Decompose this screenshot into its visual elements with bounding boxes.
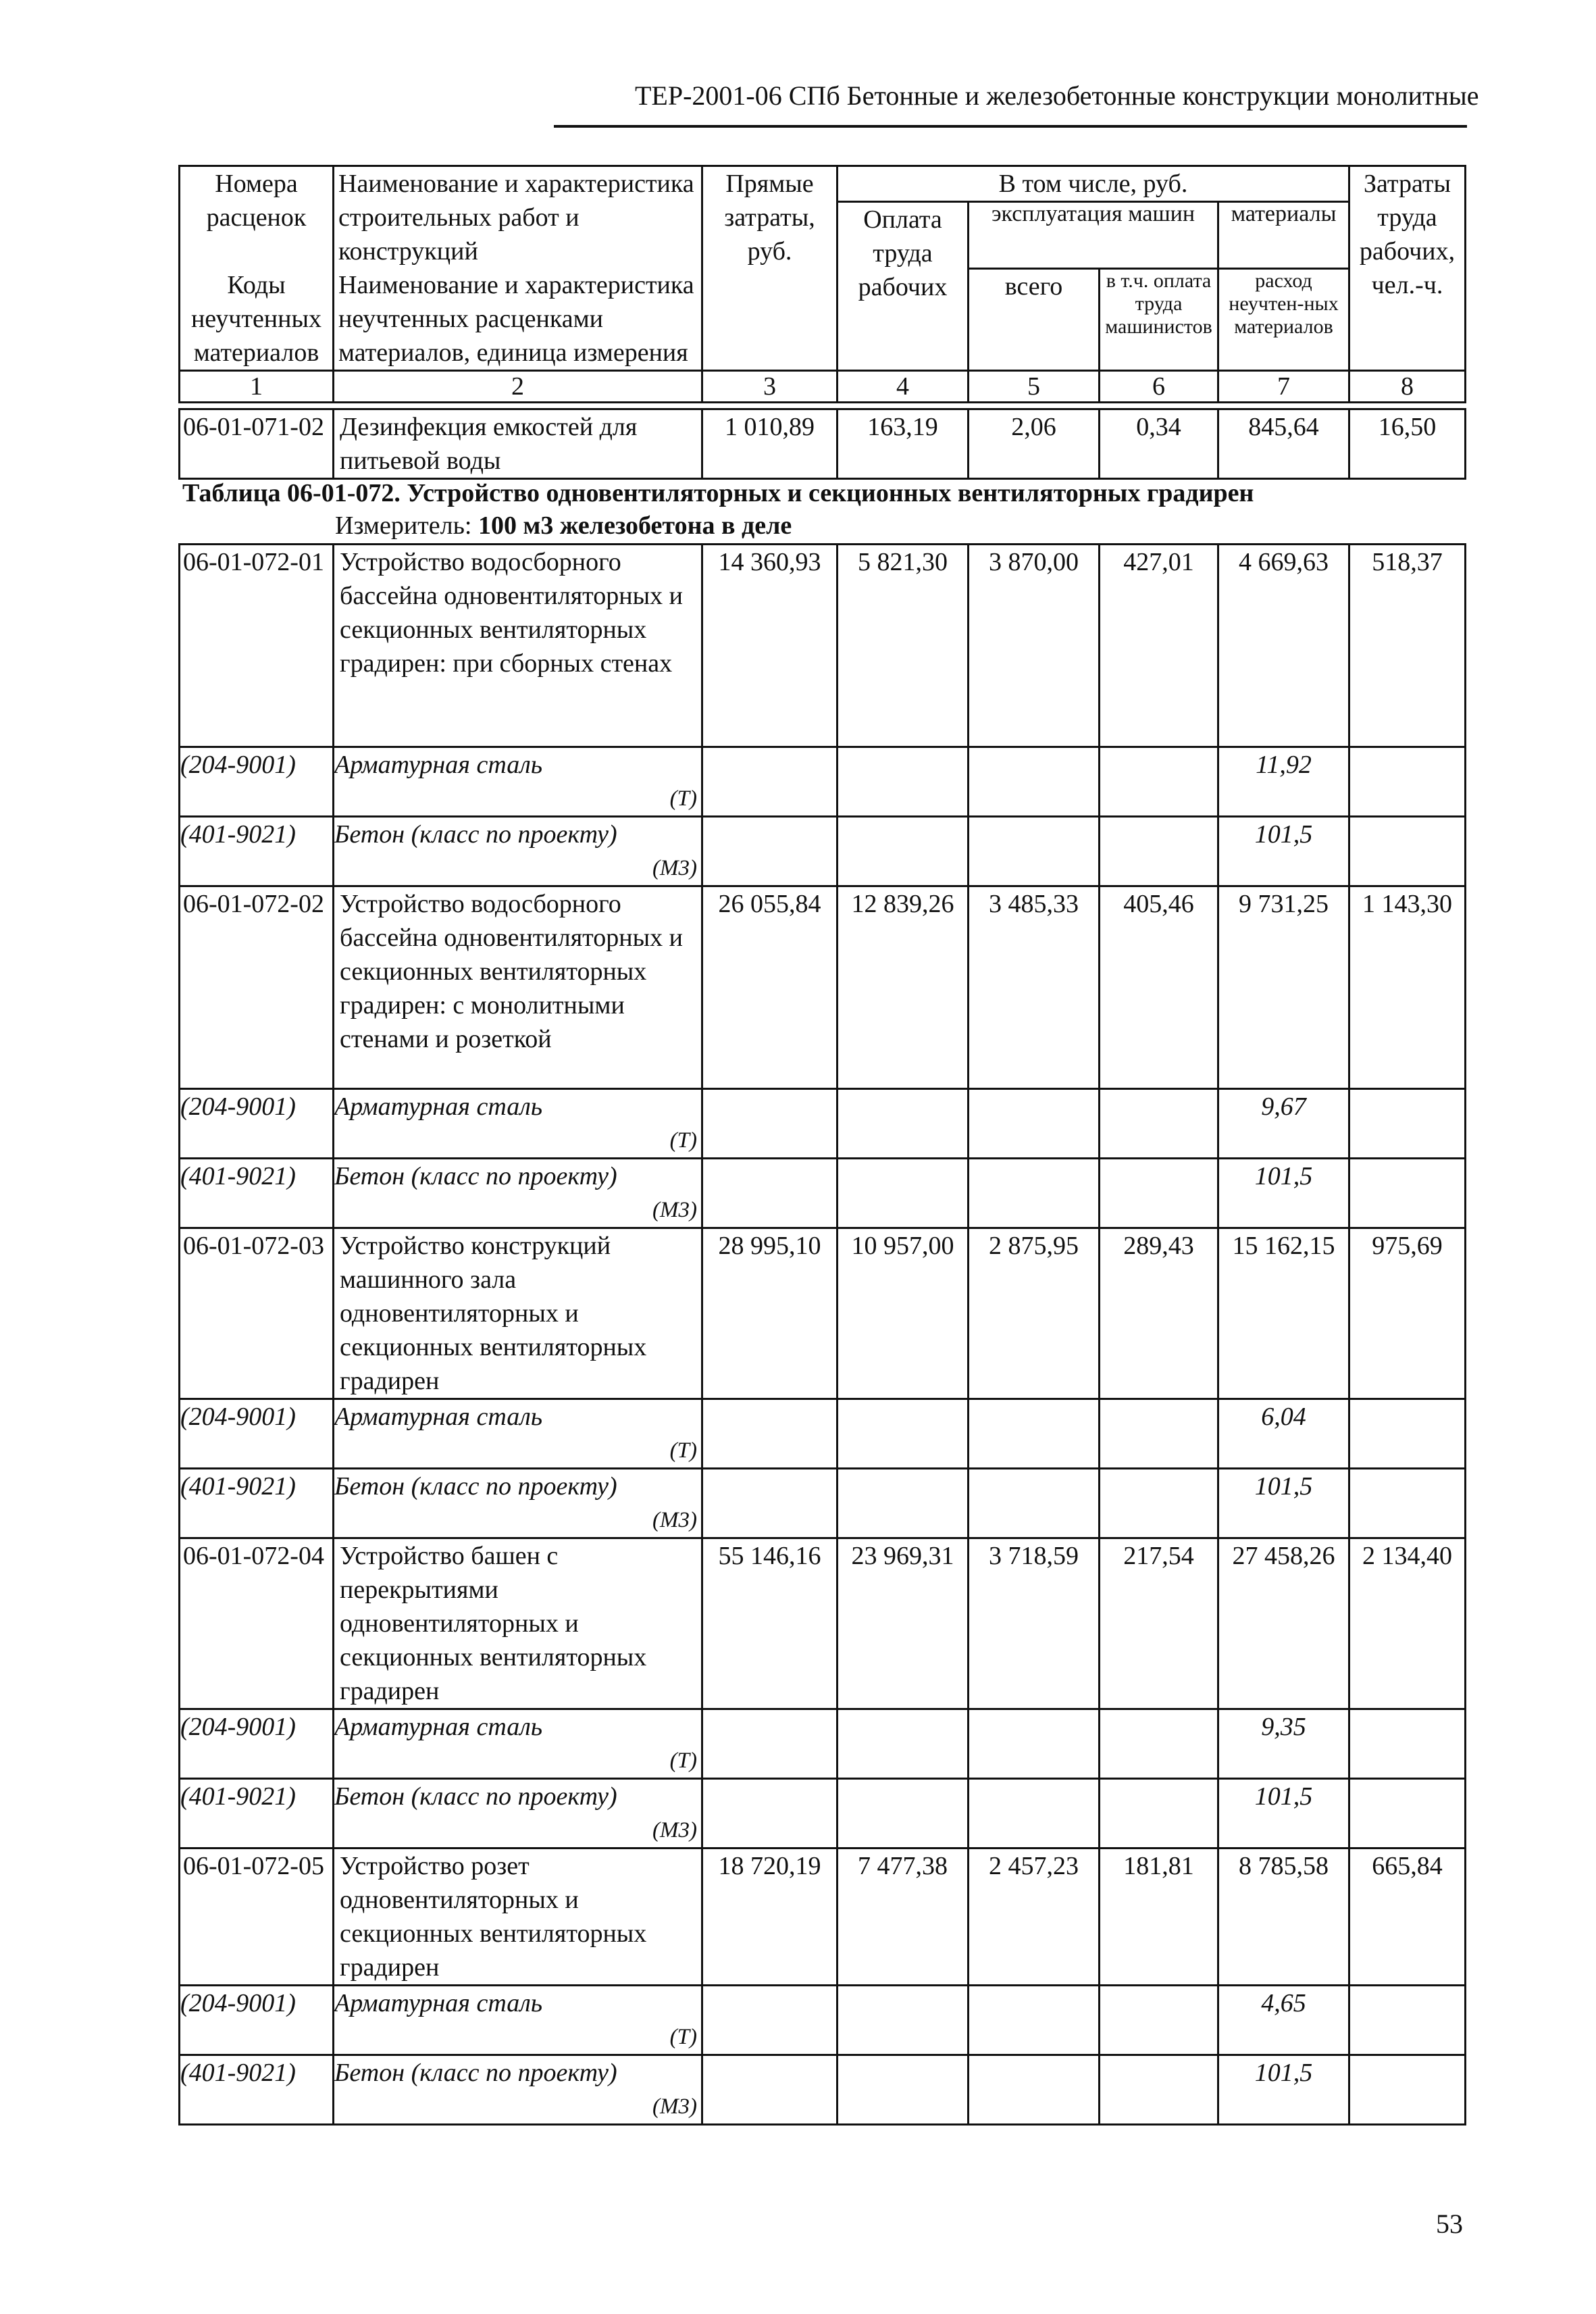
header-group: В том числе, руб. bbox=[838, 166, 1349, 202]
material-unit: (Т) bbox=[669, 786, 697, 811]
direct-cost: 18 720,19 bbox=[702, 1848, 838, 1986]
rate-name: Устройство водосборного бассейна одновентиляторных и секционных вентиляторных градирен: с монолитными стенами и розеткой bbox=[334, 886, 702, 1089]
material-consumption: 101,5 bbox=[1218, 817, 1349, 886]
material-row bbox=[180, 1986, 1466, 2055]
machines-cost: 3 485,33 bbox=[969, 886, 1100, 1089]
labor-hours: 1 143,30 bbox=[1349, 886, 1466, 1089]
material-code: (204-9001) bbox=[180, 1399, 334, 1469]
material-row bbox=[180, 747, 1466, 817]
table-row bbox=[180, 1538, 1466, 1709]
material-unit: (Т) bbox=[669, 1749, 697, 1773]
material-code: (401-9021) bbox=[180, 1159, 334, 1228]
labor-cost: 10 957,00 bbox=[838, 1228, 969, 1399]
column-number: 6 bbox=[1100, 371, 1218, 403]
materials-cost: 8 785,58 bbox=[1218, 1848, 1349, 1986]
rate-code: 06-01-072-02 bbox=[180, 886, 334, 1089]
rate-name: Устройство водосборного бассейна одновентиляторных и секционных вентиляторных градирен: при сборных стенах bbox=[334, 545, 702, 747]
material-unit: (М3) bbox=[652, 856, 697, 880]
material-unit: (Т) bbox=[669, 2025, 697, 2049]
material-consumption: 101,5 bbox=[1218, 1469, 1349, 1538]
labor-hours: 518,37 bbox=[1349, 545, 1466, 747]
table-meter bbox=[335, 511, 792, 540]
rate-code: 06-01-072-04 bbox=[180, 1538, 334, 1709]
column-number: 5 bbox=[969, 371, 1100, 403]
header-col5: всего bbox=[969, 268, 1100, 371]
material-code: (401-9021) bbox=[180, 1779, 334, 1848]
page-number: 53 bbox=[1436, 2209, 1463, 2239]
rate-name: Устройство башен с перекрытиями одновентиляторных и секционных вентиляторных градирен bbox=[334, 1538, 702, 1709]
table-row bbox=[180, 409, 1466, 479]
materials-cost: 15 162,15 bbox=[1218, 1228, 1349, 1399]
materials-cost: 9 731,25 bbox=[1218, 886, 1349, 1089]
table-row bbox=[180, 545, 1466, 747]
material-unit: (М3) bbox=[652, 2094, 697, 2119]
labor-hours: 16,50 bbox=[1349, 409, 1466, 479]
column-number: 4 bbox=[838, 371, 969, 403]
material-unit: (Т) bbox=[669, 1128, 697, 1153]
materials-cost: 27 458,26 bbox=[1218, 1538, 1349, 1709]
machines-cost: 2,06 bbox=[969, 409, 1100, 479]
material-name: Бетон (класс по проекту) bbox=[334, 1782, 617, 1811]
running-head: ТЕР-2001-06 СПб Бетонные и железобетонные конструкции монолитные bbox=[635, 80, 1479, 111]
material-name: Бетон (класс по проекту) bbox=[334, 1472, 617, 1501]
material-name: Арматурная сталь bbox=[334, 1092, 543, 1121]
rate-code: 06-01-072-03 bbox=[180, 1228, 334, 1399]
direct-cost: 55 146,16 bbox=[702, 1538, 838, 1709]
direct-cost: 1 010,89 bbox=[702, 409, 838, 479]
operators-cost: 0,34 bbox=[1100, 409, 1218, 479]
material-code: (401-9021) bbox=[180, 2055, 334, 2125]
column-number: 1 bbox=[180, 371, 334, 403]
material-name: Бетон (класс по проекту) bbox=[334, 820, 617, 849]
material-row bbox=[180, 1469, 1466, 1538]
operators-cost: 289,43 bbox=[1100, 1228, 1218, 1399]
material-unit: (М3) bbox=[652, 1818, 697, 1842]
material-code: (401-9021) bbox=[180, 1469, 334, 1538]
rate-code: 06-01-072-05 bbox=[180, 1848, 334, 1986]
header-col2-top: Наименование и характеристика строительных работ и конструкций bbox=[334, 166, 702, 269]
operators-cost: 181,81 bbox=[1100, 1848, 1218, 1986]
material-name: Бетон (класс по проекту) bbox=[334, 1162, 617, 1190]
material-row bbox=[180, 1779, 1466, 1848]
direct-cost: 14 360,93 bbox=[702, 545, 838, 747]
machines-cost: 3 718,59 bbox=[969, 1538, 1100, 1709]
material-name: Арматурная сталь bbox=[334, 1989, 543, 2017]
table-row bbox=[180, 1228, 1466, 1399]
material-code: (204-9001) bbox=[180, 1089, 334, 1159]
header-col1-bottom: Коды неучтенных материалов bbox=[180, 268, 334, 371]
material-code: (204-9001) bbox=[180, 747, 334, 817]
rate-table-071 bbox=[178, 408, 1466, 480]
labor-hours: 2 134,40 bbox=[1349, 1538, 1466, 1709]
column-number: 3 bbox=[702, 371, 838, 403]
material-code: (401-9021) bbox=[180, 817, 334, 886]
header-rule bbox=[554, 125, 1467, 128]
meter-label: Измеритель: bbox=[335, 511, 478, 540]
table-row bbox=[180, 1848, 1466, 1986]
material-row bbox=[180, 2055, 1466, 2125]
material-name: Арматурная сталь bbox=[334, 1403, 543, 1431]
labor-cost: 163,19 bbox=[838, 409, 969, 479]
rate-table-072 bbox=[178, 543, 1466, 2126]
operators-cost: 427,01 bbox=[1100, 545, 1218, 747]
material-consumption: 101,5 bbox=[1218, 1159, 1349, 1228]
labor-cost: 23 969,31 bbox=[838, 1538, 969, 1709]
rate-name: Дезинфекция емкостей для питьевой воды bbox=[334, 409, 702, 479]
material-consumption: 9,67 bbox=[1218, 1089, 1349, 1159]
material-row bbox=[180, 1399, 1466, 1469]
column-number: 7 bbox=[1218, 371, 1349, 403]
header-col7: расход неучтен-ных материалов bbox=[1218, 268, 1349, 371]
header-col2-bottom: Наименование и характеристика неучтенных расценками материалов, единица измерения bbox=[334, 268, 702, 371]
labor-cost: 5 821,30 bbox=[838, 545, 969, 747]
rate-code: 06-01-072-01 bbox=[180, 545, 334, 747]
header-col8: Затраты труда рабочих, чел.-ч. bbox=[1349, 166, 1466, 371]
header-col6: в т.ч. оплата труда машинистов bbox=[1100, 268, 1218, 371]
header-materials: материалы bbox=[1218, 202, 1349, 269]
column-number: 2 bbox=[334, 371, 702, 403]
direct-cost: 26 055,84 bbox=[702, 886, 838, 1089]
column-number: 8 bbox=[1349, 371, 1466, 403]
material-row bbox=[180, 817, 1466, 886]
machines-cost: 3 870,00 bbox=[969, 545, 1100, 747]
column-header-table bbox=[178, 165, 1466, 403]
table-title: Таблица 06-01-072. Устройство одновентиляторных и секционных вентиляторных градирен bbox=[182, 479, 1254, 507]
operators-cost: 217,54 bbox=[1100, 1538, 1218, 1709]
material-code: (204-9001) bbox=[180, 1986, 334, 2055]
material-name: Арматурная сталь bbox=[334, 1713, 543, 1741]
labor-cost: 12 839,26 bbox=[838, 886, 969, 1089]
labor-hours: 975,69 bbox=[1349, 1228, 1466, 1399]
material-consumption: 4,65 bbox=[1218, 1986, 1349, 2055]
materials-cost: 4 669,63 bbox=[1218, 545, 1349, 747]
direct-cost: 28 995,10 bbox=[702, 1228, 838, 1399]
material-row bbox=[180, 1159, 1466, 1228]
material-consumption: 11,92 bbox=[1218, 747, 1349, 817]
materials-cost: 845,64 bbox=[1218, 409, 1349, 479]
table-row bbox=[180, 886, 1466, 1089]
material-row bbox=[180, 1709, 1466, 1779]
rate-code: 06-01-071-02 bbox=[180, 409, 334, 479]
labor-cost: 7 477,38 bbox=[838, 1848, 969, 1986]
material-consumption: 9,35 bbox=[1218, 1709, 1349, 1779]
header-col4: Оплата труда рабочих bbox=[838, 202, 969, 371]
header-col1-top: Номера расценок bbox=[180, 166, 334, 269]
labor-hours: 665,84 bbox=[1349, 1848, 1466, 1986]
material-row bbox=[180, 1089, 1466, 1159]
meter-value: 100 м3 железобетона в деле bbox=[478, 511, 792, 540]
header-col3: Прямые затраты, руб. bbox=[702, 166, 838, 371]
material-consumption: 101,5 bbox=[1218, 2055, 1349, 2125]
machines-cost: 2 457,23 bbox=[969, 1848, 1100, 1986]
header-machines: эксплуатация машин bbox=[969, 202, 1218, 269]
material-name: Арматурная сталь bbox=[334, 751, 543, 779]
material-unit: (Т) bbox=[669, 1438, 697, 1463]
material-name: Бетон (класс по проекту) bbox=[334, 2059, 617, 2087]
rate-name: Устройство конструкций машинного зала одновентиляторных и секционных вентиляторных градирен bbox=[334, 1228, 702, 1399]
material-unit: (М3) bbox=[652, 1508, 697, 1532]
operators-cost: 405,46 bbox=[1100, 886, 1218, 1089]
material-consumption: 6,04 bbox=[1218, 1399, 1349, 1469]
machines-cost: 2 875,95 bbox=[969, 1228, 1100, 1399]
material-unit: (М3) bbox=[652, 1198, 697, 1222]
material-consumption: 101,5 bbox=[1218, 1779, 1349, 1848]
material-code: (204-9001) bbox=[180, 1709, 334, 1779]
rate-name: Устройство розет одновентиляторных и секционных вентиляторных градирен bbox=[334, 1848, 702, 1986]
